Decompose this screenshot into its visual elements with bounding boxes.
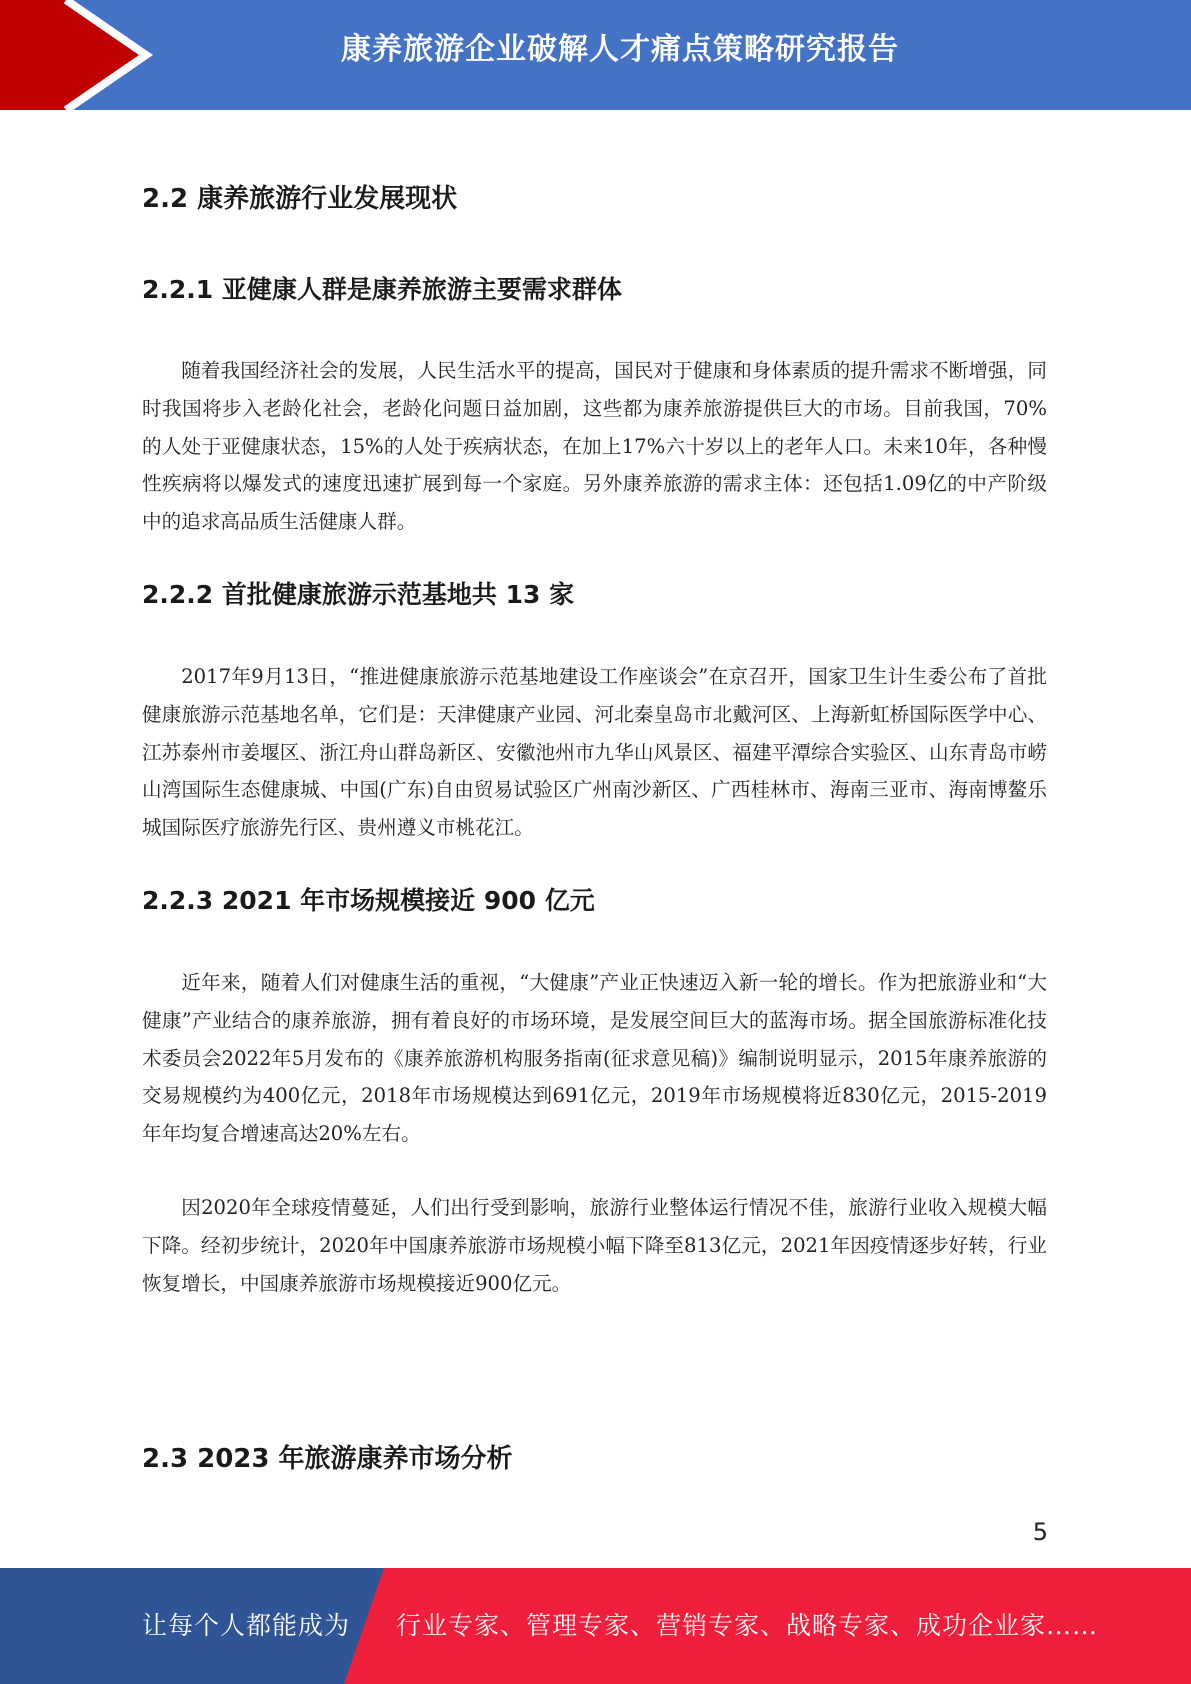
- page-number: 5: [1032, 1518, 1048, 1546]
- section-heading-2-2: 2.2 康养旅游行业发展现状: [142, 184, 458, 214]
- page-footer: [0, 1568, 1191, 1684]
- paragraph-2-2-3-b: 因2020年全球疫情蔓延，人们出行受到影响，旅游行业整体运行情况不佳，旅游行业收入规模大幅下降。经初步统计，2020年中国康养旅游市场规模小幅下降至813亿元，2021年因疫情逐步好转，行业恢复增长，中国康养旅游市场规模接近900亿元。: [142, 1196, 1047, 1295]
- document-title: 康养旅游企业破解人才痛点策略研究报告: [341, 32, 899, 67]
- section-heading-2-2-1: 2.2.1 亚健康人群是康养旅游主要需求群体: [142, 275, 622, 304]
- section-heading-2-2-2: 2.2.2 首批健康旅游示范基地共 13 家: [142, 580, 575, 609]
- section-heading-2-2-3: 2.2.3 2021 年市场规模接近 900 亿元: [142, 886, 595, 915]
- section-heading-2-3: 2.3 2023 年旅游康养市场分析: [142, 1444, 513, 1474]
- page-header: [0, 0, 1191, 110]
- paragraph-2-2-1: 随着我国经济社会的发展，人民生活水平的提高，国民对于健康和身体素质的提升需求不断增强，同时我国将步入老龄化社会，老龄化问题日益加剧，这些都为康养旅游提供巨大的市场。目前我国，70%的人处于亚健康状态，15%的人处于疾病状态，在加上17%六十岁以上的老年人口。未来10年，各种慢性疾病将以爆发式的速度迅速扩展到每一个家庭。另外康养旅游的需求主体：还包括1.09亿的中产阶级中的追求高品质生活健康人群。: [142, 359, 1047, 534]
- footer-slogan-left: 让每个人都能成为: [142, 1611, 351, 1640]
- paragraph-2-2-3-a: 近年来，随着人们对健康生活的重视，“大健康”产业正快速迈入新一轮的增长。作为把旅游业和“大健康”产业结合的康养旅游，拥有着良好的市场环境，是发展空间巨大的蓝海市场。据全国旅游标准化技术委员会2022年5月发布的《康养旅游机构服务指南(征求意见稿)》编制说明显示，2015年康养旅游的交易规模约为400亿元，2018年市场规模达到691亿元，2019年市场规模将近830亿元，2015-2019年年均复合增速高达20%左右。: [142, 971, 1047, 1146]
- paragraph-2-2-2: 2017年9月13日，“推进健康旅游示范基地建设工作座谈会”在京召开，国家卫生计生委公布了首批健康旅游示范基地名单，它们是：天津健康产业园、河北秦皇岛市北戴河区、上海新虹桥国际医学中心、江苏泰州市姜堰区、浙江舟山群岛新区、安徽池州市九华山风景区、福建平潭综合实验区、山东青岛市崂山湾国际生态健康城、中国(广东)自由贸易试验区广州南沙新区、广西桂林市、海南三亚市、海南博鳌乐城国际医疗旅游先行区、贵州遵义市桃花江。: [142, 665, 1047, 840]
- footer-slogan-right: 行业专家、管理专家、营销专家、战略专家、成功企业家……: [396, 1611, 1099, 1640]
